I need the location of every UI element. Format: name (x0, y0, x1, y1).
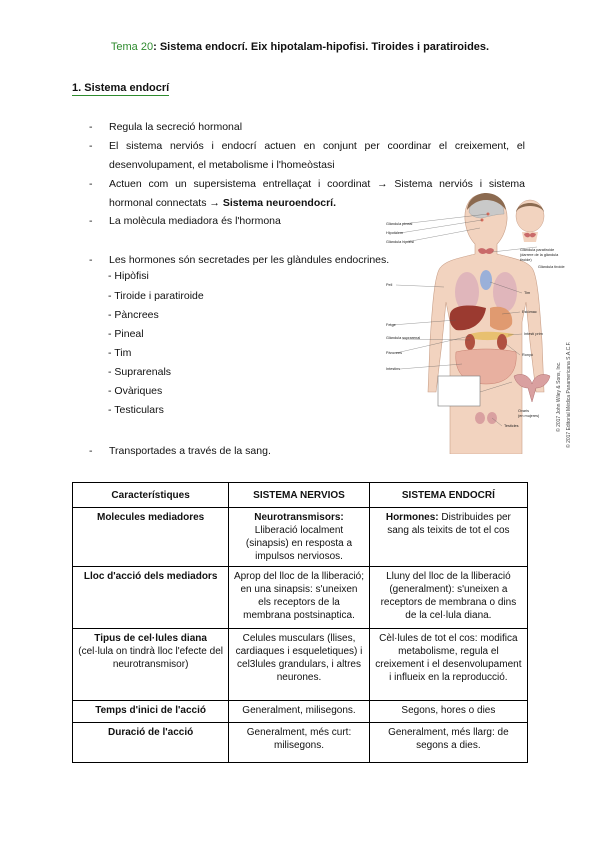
table-row (73, 723, 528, 763)
label-fetge: Fetge (386, 323, 396, 327)
cell-nervous: Celules musculars (llises, cardiaques i esqueletiques) i cel3lules grandulars, i altres neurones. (229, 629, 370, 701)
label-pancrees: Pàncrees (386, 351, 403, 355)
label-pell: Pell (386, 283, 393, 287)
label-tiroide: Glàndula tiroide (538, 265, 565, 269)
row-label: Tipus de cel·lules diana (cel·lula on tindrà lloc l'efecte del neurotransmisor) (73, 629, 229, 701)
gland-item: - Pàncrees (108, 309, 159, 321)
row-label: Molecules mediadores (73, 508, 229, 567)
label-estomac: Estómac (522, 310, 537, 314)
topic-number: Tema 20 (110, 41, 154, 53)
topic-title: : Sistema endocrí. Eix hipotalam-hipofisi. Tiroides i paratiroides. (153, 41, 490, 53)
label-ronyo: Ronyó (522, 353, 533, 357)
cell-nervous: Generalment, més curt: milisegons. (229, 723, 370, 763)
bullet-text: Actuen com un supersistema entrellaçat i coordinat → Sistema nerviós i sistema hormonal connectats → (109, 178, 525, 209)
gland-item: - Tiroide i paratiroide (108, 290, 204, 302)
row-label: Temps d'inici de l'acció (73, 701, 229, 723)
endocrine-anatomy-figure (372, 192, 577, 454)
label-ovari-2: (en mujeres) (518, 414, 540, 418)
comparison-table (72, 482, 528, 763)
label-intestins: Intestins (386, 367, 401, 371)
table-row (73, 567, 528, 629)
label-hipofisi: Glàndula hipòfisi (386, 240, 415, 244)
cell-endocrine: Generalment, més llarg: de segons a dies. (369, 723, 527, 763)
label-paratiroide-2: (darrere de la glàndula (520, 253, 559, 257)
label-suprarenal: Glàndula suprarenal (386, 336, 421, 340)
label-intestiprim: Intestí prim (524, 332, 543, 336)
header-characteristics: Característiques (73, 483, 229, 508)
label-paratiroide-3: tiroide) (520, 258, 532, 262)
gland-item: - Tim (108, 347, 132, 359)
table-row (73, 629, 528, 701)
label-hipotalem: Hipotàlem (386, 231, 404, 235)
cell-nervous: Aprop del lloc de la lliberació; en una sinapsis: s'uneixen els receptors de la membrana postsinaptica. (229, 567, 370, 629)
cell-endocrine: Hormones: Distribuides per sang als teixits de tot el cos (369, 508, 527, 567)
cell-nervous: Generalment, milisegons. (229, 701, 370, 723)
gland-item: - Hipòfisi (108, 270, 149, 282)
gland-item: - Pineal (108, 328, 144, 340)
cell-endocrine: Lluny del lloc de la lliberació (generalment): s'uneixen a receptors de membrana o dins de la cel·lula diana. (369, 567, 527, 629)
label-testicles: Testicles (504, 424, 519, 428)
label-ovari: Ovaris (518, 409, 529, 413)
gland-item: - Ovàriques (108, 385, 163, 397)
cell-endocrine: Cèl·lules de tot el cos: modifica metabolisme, regula el creixement i el desenvolupament i influeix en la reproducció. (369, 629, 527, 701)
cell-endocrine: Segons, hores o dies (369, 701, 527, 723)
copyright-panamericana: © 2017 Editorial Médica Panamericana S.A.C.F. (566, 341, 572, 448)
label-tim: Tim (524, 291, 531, 295)
table-row (73, 701, 528, 723)
label-pineal: Glàndula pineal (386, 222, 413, 226)
label-paratiroide: Glàndula paratiroide (520, 248, 555, 252)
bullet-bold: Sistema neuroendocrí. (222, 197, 337, 209)
table-row (73, 508, 528, 567)
cell-nervous: Neurotransmisors: Lliberació localment (sinapsis) en resposta a impulsos nerviosos. (229, 508, 370, 567)
row-label: Lloc d'acció dels mediadors (73, 567, 229, 629)
header-endocrine: SISTEMA ENDOCRÍ (369, 483, 527, 508)
copyright-wiley: © 2017 John Wiley & Sons, Inc. (556, 361, 562, 432)
page-title (0, 41, 600, 53)
table-header-row (73, 483, 528, 508)
gland-item: - Testiculars (108, 404, 164, 416)
row-label: Duració de l'acció (73, 723, 229, 763)
gland-item: - Suprarenals (108, 366, 172, 378)
section-heading: 1. Sistema endocrí (72, 82, 170, 94)
header-nervous: SISTEMA NERVIOS (229, 483, 370, 508)
